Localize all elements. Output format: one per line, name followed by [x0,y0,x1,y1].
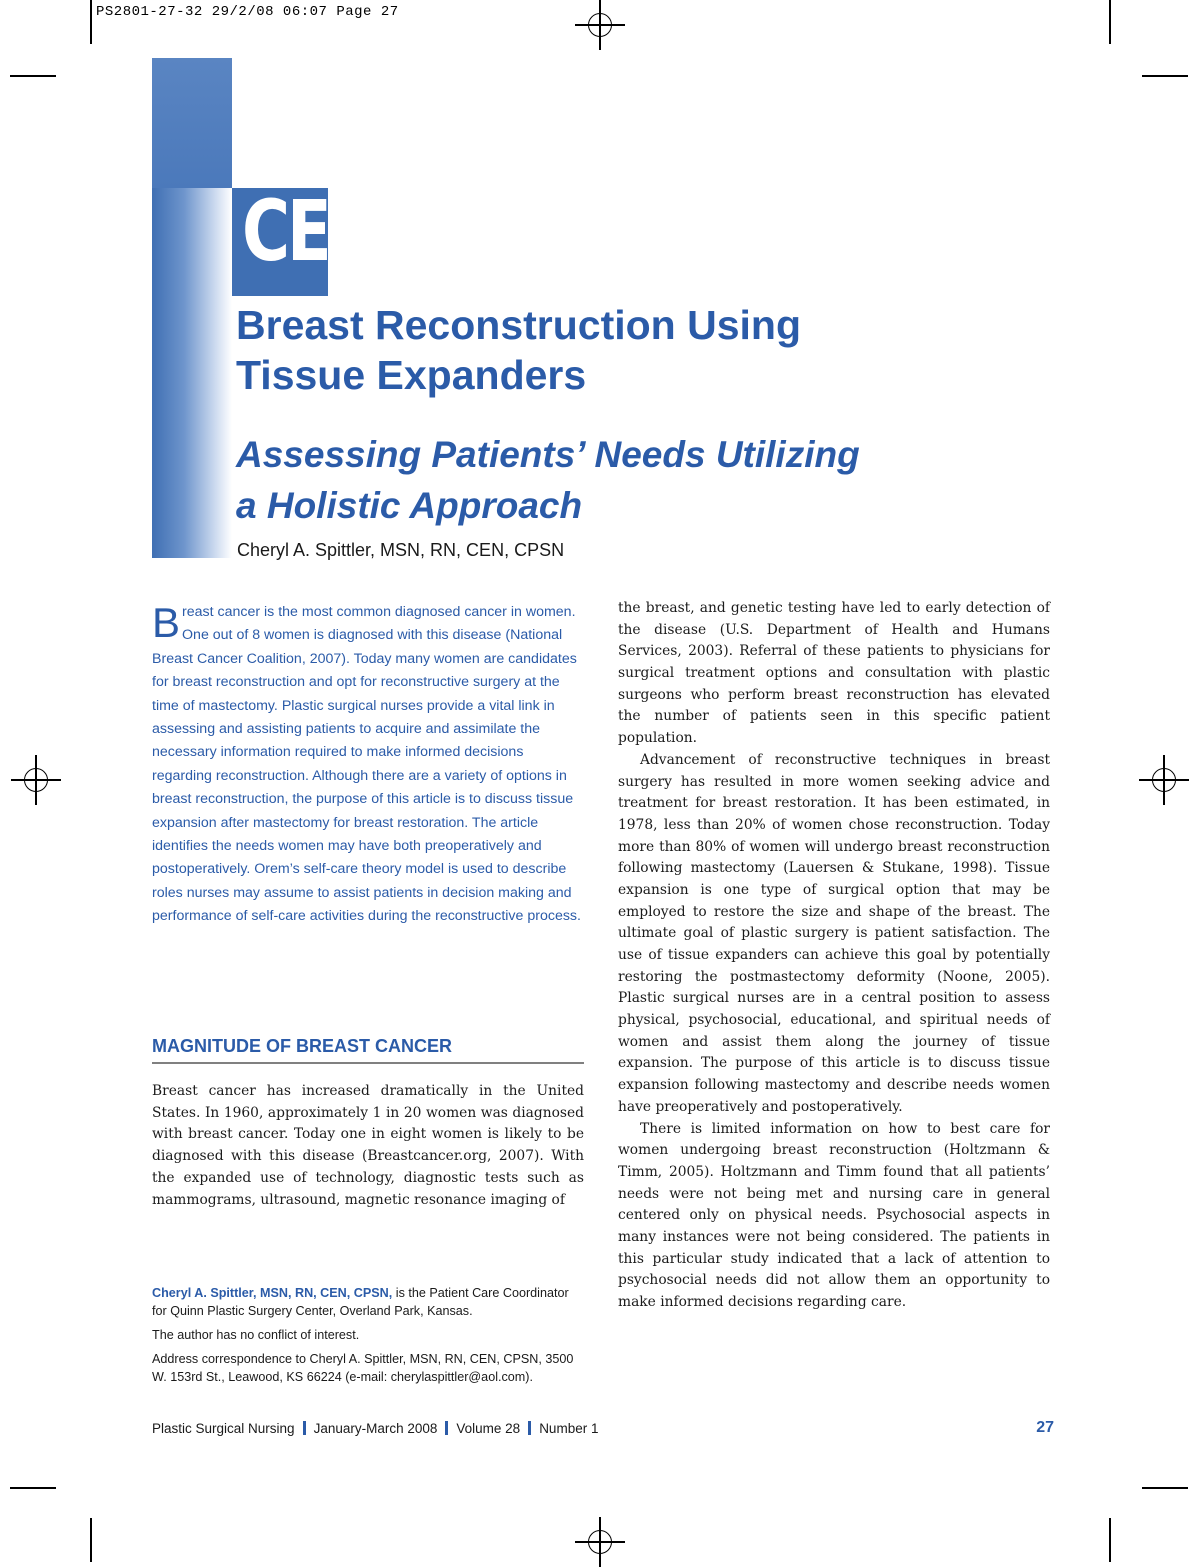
abstract-paragraph [152,601,586,929]
crop-mark-br-h [1142,1487,1188,1489]
subtitle-line-1: Assessing Patients’ Needs Utilizing [236,434,860,475]
footnote-bio [152,1284,586,1320]
footer-volume: Volume 28 [456,1421,521,1436]
section-rule [152,1062,584,1064]
footnote-bio-text: is the Patient Care Coordinator for Quinn Plastic Surgery Center, Overland Park, Kansas. [152,1286,569,1318]
abstract-text: reast cancer is the most common diagnosed cancer in women. One out of 8 women is diagnosed with this disease (National Breast Cancer Coalition, 2007). Today many women are candidates for breast reconstruction and opt for reconstructive surgery at the time of mastectomy. Plastic surgical nurses provide a vital link in assessing and assisting patients to acquire and assimilate the necessary information required to make informed decisions regarding reconstruction. Although there are a variety of options in breast reconstruction, the purpose of this article is to discuss tissue expansion after mastectomy for breast restoration. The article identifies the needs women may have both preoperatively and postoperatively. Orem’s self-care theory model is used to describe roles nurses may assume to assist patients in decision making and performance of self-care activities during the reconstructive process. [152,604,581,925]
body-paragraph: There is limited information on how to best care for women undergoing breast reconstruction (Holtzmann & Timm, 2005). Holtzmann and Timm found that all patients’ needs were not being met and nursing care in general centered only on physical needs. Psychosocial aspects in many instances were not being considered. The patients in this particular study indicated that a lack of attention to psychosocial needs did not allow them an opportunity to make informed decisions regarding care. [618,1120,1050,1310]
crop-mark-tr-h [1142,75,1188,77]
title-line-2: Tissue Expanders [236,352,587,398]
crop-mark-bl-h [10,1487,56,1489]
footer-date: January-March 2008 [313,1421,438,1436]
crop-mark-tr-v [1109,0,1111,44]
footer-separator [303,1421,306,1435]
article-subtitle [236,429,860,531]
crop-mark-tl-h [10,75,56,77]
body-paragraph: Advancement of reconstructive techniques in breast surgery has resulted in more women seeking advice and treatment for breast restoration. It has been estimated, in 1978, less than 20% of women chose reconstruction. Today more than 80% of women will undergo breast reconstruction following mastectomy (Lauersen & Stukane, 1998). Tissue expansion is one type of surgical option that may be employed to restore the size and shape of the breast. The ultimate goal of plastic surgery is patient satisfaction. The use of tissue expanders can achieve this goal by potentially restoring the postmastectomy deformity (Noone, 2005). Plastic surgical nurses are in a central position to assess physical, psychosocial, educational, and spiritual needs of women and assist them along the journey of tissue expansion. The purpose of this article is to discuss tissue expansion following mastectomy and describe needs women have preoperatively and postoperatively. [618,751,1050,1115]
subtitle-line-2: a Holistic Approach [236,485,583,526]
author-byline: Cheryl A. Spittler, MSN, RN, CEN, CPSN [237,540,565,560]
decorative-bar-top [152,58,232,188]
body-paragraph: the breast, and genetic testing have led to early detection of the disease (U.S. Department of Health and Humans Services, 2003). Referral of these patients to physicians for surgical treatment options and consultation with plastic surgeons who perform breast reconstruction has elevated the number of patients seen in this specific patient population. [618,600,1050,747]
ce-badge-label: CE [242,182,329,280]
footer-separator [445,1421,448,1435]
page-number: 27 [1036,1419,1054,1436]
title-line-1: Breast Reconstruction Using [236,302,801,348]
drop-cap: B [152,599,181,646]
registration-mark-left [11,755,61,805]
footnote-author-name: Cheryl A. Spittler, MSN, RN, CEN, CPSN, [152,1286,393,1300]
article-title [236,300,801,400]
registration-mark-top [575,0,625,50]
column-2-body [618,598,1050,1314]
column-1-body [152,1081,584,1211]
author-footnote [152,1284,586,1392]
crop-mark-br-v [1109,1518,1111,1562]
abstract [152,601,586,929]
footer-separator [528,1421,531,1435]
body-paragraph: Breast cancer has increased dramatically in the United States. In 1960, approximately 1 in 20 women was diagnosed with breast cancer. Today one in eight women is likely to be diagnosed with this disease (Breastcancer.org, 2007). With the expanded use of technology, diagnostic tests such as mammograms, ultrasound, magnetic resonance imaging of [152,1083,584,1208]
print-slug: PS2801-27-32 29/2/08 06:07 Page 27 [96,4,399,20]
footer-number: Number 1 [539,1421,599,1436]
footnote-address: Address correspondence to Cheryl A. Spittler, MSN, RN, CEN, CPSN, 3500 W. 153rd St., Leawood, KS 66224 (e-mail: cherylaspittler@aol.com). [152,1352,574,1384]
crop-mark-bl-v [90,1518,92,1562]
footnote-conflict: The author has no conflict of interest. [152,1328,360,1342]
crop-mark-tl-v [90,0,92,44]
registration-mark-bottom [575,1517,625,1567]
page-footer [152,1421,1054,1445]
footer-journal: Plastic Surgical Nursing [152,1421,295,1436]
registration-mark-right [1139,755,1189,805]
section-heading: MAGNITUDE OF BREAST CANCER [152,1036,452,1056]
